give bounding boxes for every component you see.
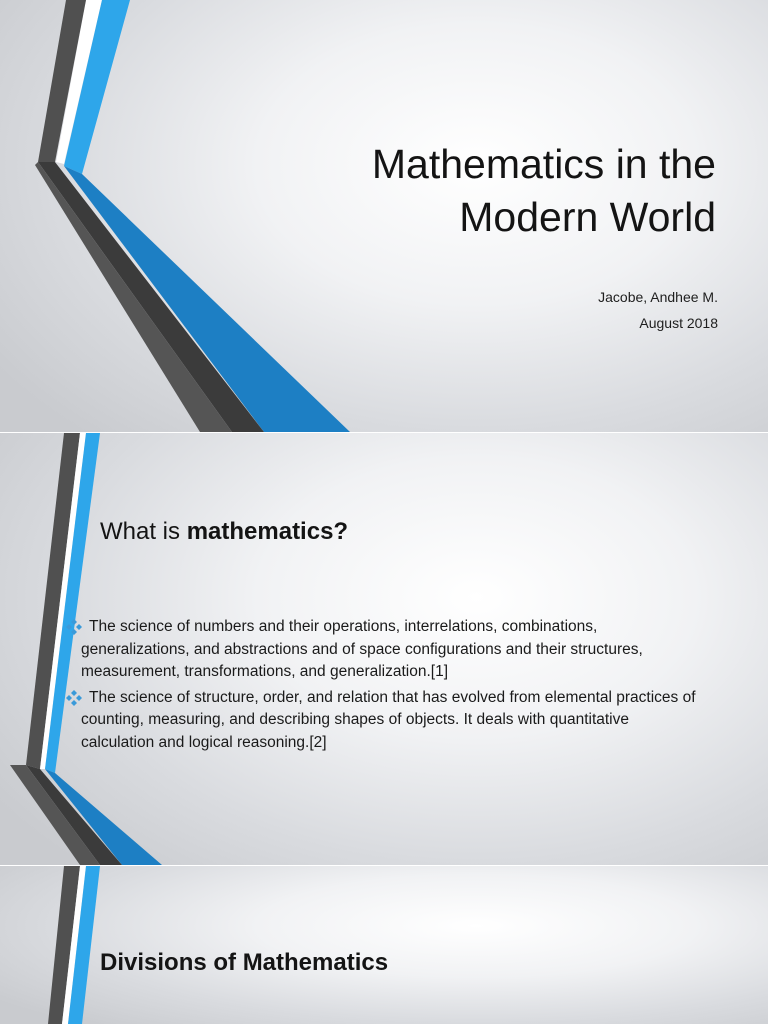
title-line-2: Modern World [459, 194, 716, 240]
list-item-text: The science of structure, order, and relation that has evolved from elemental practices of counting, measuring, and describing shapes of objects. It deals with quantitative calculation and logical reasoning.[2] [81, 688, 696, 751]
definition-list [66, 616, 706, 757]
heading-emphasis: mathematics? [186, 518, 349, 545]
slide-heading [100, 518, 348, 546]
heading-prefix: What is [100, 518, 187, 545]
slide-divisions [0, 866, 768, 1024]
author-name: Jacobe, Andhee M. [598, 289, 718, 305]
diamond-cluster-icon [66, 619, 86, 635]
list-item-text: The science of numbers and their operations, interrelations, combinations, generalizations, and abstractions and of space configurations and their structures, measurement, transformations, and generalization.[1] [81, 618, 643, 680]
presentation-date: August 2018 [639, 315, 718, 331]
diamond-cluster-icon [66, 690, 86, 706]
title-line-1: Mathematics in the [371, 141, 716, 187]
decorative-stripes [0, 866, 768, 1024]
slide-what-is-mathematics [0, 433, 768, 865]
list-item [66, 616, 706, 684]
slide-title [0, 0, 768, 432]
slide-heading: Divisions of Mathematics [100, 949, 389, 976]
slide-title-heading [196, 138, 716, 244]
list-item [66, 687, 706, 755]
